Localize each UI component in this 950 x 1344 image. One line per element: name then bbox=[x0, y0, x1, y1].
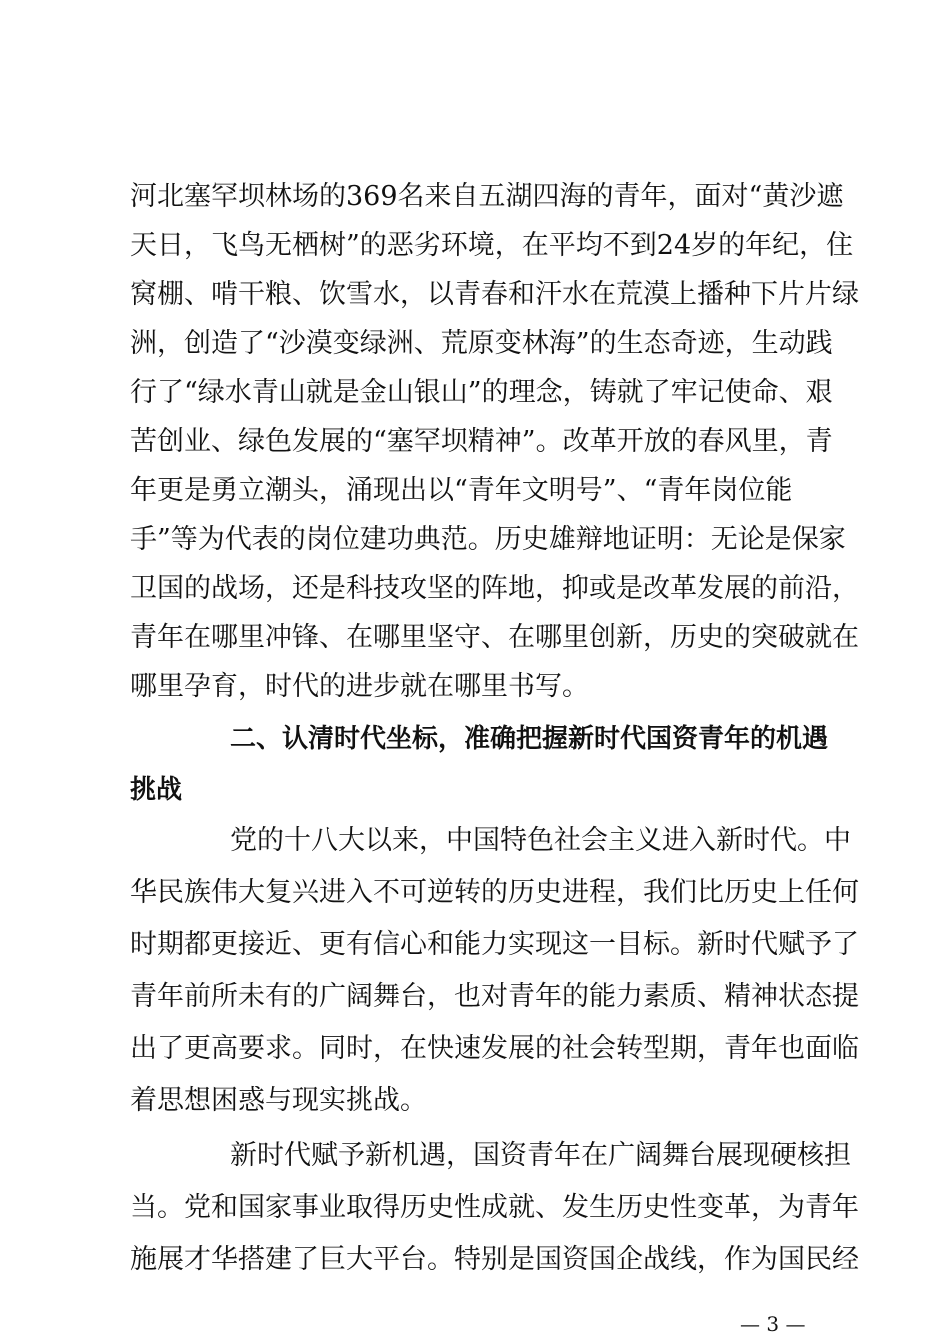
text-line: 新时代赋予新机遇，国资青年在广阔舞台展现硬核担 bbox=[230, 1140, 851, 1171]
text-line: 华民族伟大复兴进入不可逆转的历史进程，我们比历史上任何 bbox=[130, 877, 859, 908]
heading-line: 二、认清时代坐标，准确把握新时代国资青年的机遇 bbox=[230, 724, 829, 754]
text-line: 着思想困惑与现实挑战。 bbox=[130, 1085, 427, 1116]
text-line: 出了更高要求。同时，在快速发展的社会转型期，青年也面临 bbox=[130, 1033, 859, 1064]
page-number: — 3 — bbox=[740, 1312, 806, 1336]
text-line: 党的十八大以来，中国特色社会主义进入新时代。中 bbox=[230, 825, 851, 856]
text-line: 行了“绿水青山就是金山银山”的理念，铸就了牢记使命、艰 bbox=[130, 377, 833, 408]
text-line: 年更是勇立潮头，涌现出以“青年文明号”、“青年岗位能 bbox=[130, 475, 793, 506]
text-line: 哪里孕育，时代的进步就在哪里书写。 bbox=[130, 671, 589, 702]
text-line: 窝棚、啃干粮、饮雪水，以青春和汗水在荒漠上播种下片片绿 bbox=[130, 279, 859, 310]
text-line: 施展才华搭建了巨大平台。特别是国资国企战线，作为国民经 bbox=[130, 1244, 859, 1275]
text-line: 青年前所未有的广阔舞台，也对青年的能力素质、精神状态提 bbox=[130, 981, 859, 1012]
text-line: 河北塞罕坝林场的369名来自五湖四海的青年，面对“黄沙遮 bbox=[130, 181, 844, 212]
text-line: 苦创业、绿色发展的“塞罕坝精神”。改革开放的春风里，青 bbox=[130, 426, 833, 457]
text-line: 时期都更接近、更有信心和能力实现这一目标。新时代赋予了 bbox=[130, 929, 859, 960]
text-line: 天日，飞鸟无栖树”的恶劣环境，在平均不到24岁的年纪，住 bbox=[130, 230, 854, 261]
heading-line: 挑战 bbox=[130, 775, 183, 805]
text-line: 青年在哪里冲锋、在哪里坚守、在哪里创新，历史的突破就在 bbox=[130, 622, 859, 653]
text-line: 当。党和国家事业取得历史性成就、发生历史性变革，为青年 bbox=[130, 1192, 859, 1223]
text-line: 洲，创造了“沙漠变绿洲、荒原变林海”的生态奇迹，生动践 bbox=[130, 328, 833, 359]
text-line: 手”等为代表的岗位建功典范。历史雄辩地证明：无论是保家 bbox=[130, 524, 846, 555]
text-line: 卫国的战场，还是科技攻坚的阵地，抑或是改革发展的前沿， bbox=[130, 573, 859, 604]
